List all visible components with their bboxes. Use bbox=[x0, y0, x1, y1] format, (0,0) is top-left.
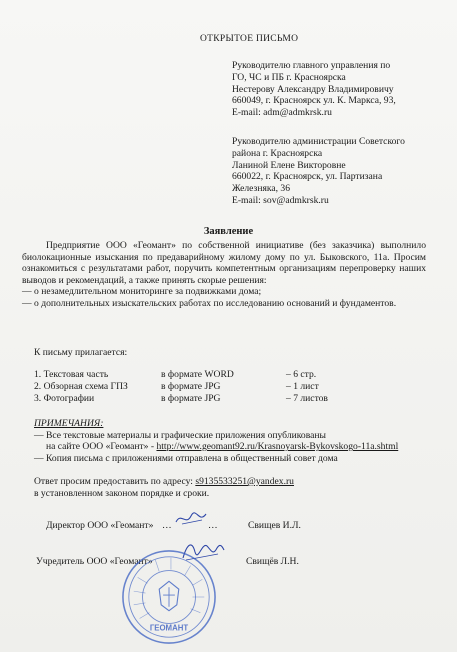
recipient-block-1 bbox=[232, 60, 396, 119]
recipient-line: Руководителю главного управления по bbox=[232, 60, 391, 71]
recipient-line: Ланиной Елене Викторовне bbox=[232, 159, 346, 171]
founder-label: Учредитель ООО «Геомант» bbox=[36, 556, 153, 567]
attachment-format: в формате JPG bbox=[161, 381, 221, 392]
statement-title: Заявление bbox=[203, 226, 254, 237]
attachment-format: в формате JPG bbox=[161, 393, 221, 404]
attachment-name: 2. Обзорная схема ГПЗ bbox=[34, 381, 128, 392]
director-label: Директор ООО «Геомант» bbox=[46, 520, 154, 531]
recipient-line: E-mail: sov@admkrsk.ru bbox=[232, 194, 329, 206]
statement-item: — о дополнительных изыскательских работах по исследованию оснований и фундаментов. bbox=[22, 297, 397, 309]
statement-item: — о незамедлительном мониторинге за подвижками дома; bbox=[22, 286, 262, 298]
director-name: Свищев И.Л. bbox=[248, 520, 301, 531]
recipient-line: Руководителю администрации Советского bbox=[232, 136, 405, 147]
recipient-line: E-mail: adm@admkrsk.ru bbox=[232, 107, 332, 119]
director-dots: … bbox=[208, 520, 218, 531]
recipient-line: ГО, ЧС и ПБ г. Красноярска bbox=[232, 71, 346, 83]
site-link[interactable]: http://www.geomant92.ru/Krasnoyarsk-Bykovskogo-11a.shtml bbox=[156, 441, 399, 453]
notes-line: — Все текстовые материалы и графические приложения опубликованы bbox=[34, 429, 326, 441]
director-signature bbox=[172, 508, 212, 530]
recipient-block-2 bbox=[232, 136, 405, 207]
statement-paragraph: Предприятие ООО «Геомант» по собственной инициативе (без заказчика) выполнило биолокационные изыскания по предаварийному жилому дому по ул. Быковского, 11а. Просим ознакомиться с результатами работ, поручить компетентным организациям перепроверку наших выводов и рекомендаций, а также принять скорые решения: bbox=[22, 240, 426, 286]
statement-body bbox=[22, 240, 426, 310]
notes-block bbox=[34, 418, 398, 464]
recipient-line: Нестерову Александру Владимировичу bbox=[232, 83, 394, 95]
stamp-text: ГЕОМАНТ bbox=[149, 623, 189, 633]
reply-email-link[interactable]: s9135533251@yandex.ru bbox=[195, 476, 294, 487]
recipient-line: 660022, г. Красноярск, ул. Партизана bbox=[232, 171, 383, 183]
recipient-line: Железняка, 36 bbox=[232, 183, 291, 195]
notes-line bbox=[34, 441, 398, 453]
attachment-qty: – 1 лист bbox=[286, 381, 319, 392]
attachment-qty: – 6 стр. bbox=[286, 369, 317, 380]
attachments-intro: К письму прилагается: bbox=[34, 347, 128, 358]
attachment-format: в формате WORD bbox=[161, 369, 234, 380]
recipient-line: района г. Красноярска bbox=[232, 147, 323, 159]
notes-line-prefix: на сайте ООО «Геомант» - bbox=[46, 441, 157, 453]
company-stamp bbox=[120, 548, 218, 646]
reply-prefix: Ответ просим предоставить по адресу: bbox=[34, 476, 196, 487]
notes-heading: ПРИМЕЧАНИЯ: bbox=[34, 418, 104, 429]
director-dots: … bbox=[162, 520, 172, 531]
reply-line: в установленном законом порядке и сроки. bbox=[34, 488, 210, 499]
notes-line: — Копия письма с приложениями отправлена в общественный совет дома bbox=[34, 452, 338, 464]
attachment-name: 1. Текстовая часть bbox=[34, 369, 109, 380]
recipient-line: 660049, г. Красноярск ул. К. Маркса, 93, bbox=[232, 95, 396, 107]
document-header: ОТКРЫТОЕ ПИСЬМО bbox=[200, 34, 299, 44]
founder-name: Свищёв Л.Н. bbox=[246, 556, 299, 567]
reply-line bbox=[34, 476, 294, 488]
attachment-name: 3. Фотографии bbox=[34, 393, 95, 404]
attachment-qty: – 7 листов bbox=[286, 393, 328, 404]
